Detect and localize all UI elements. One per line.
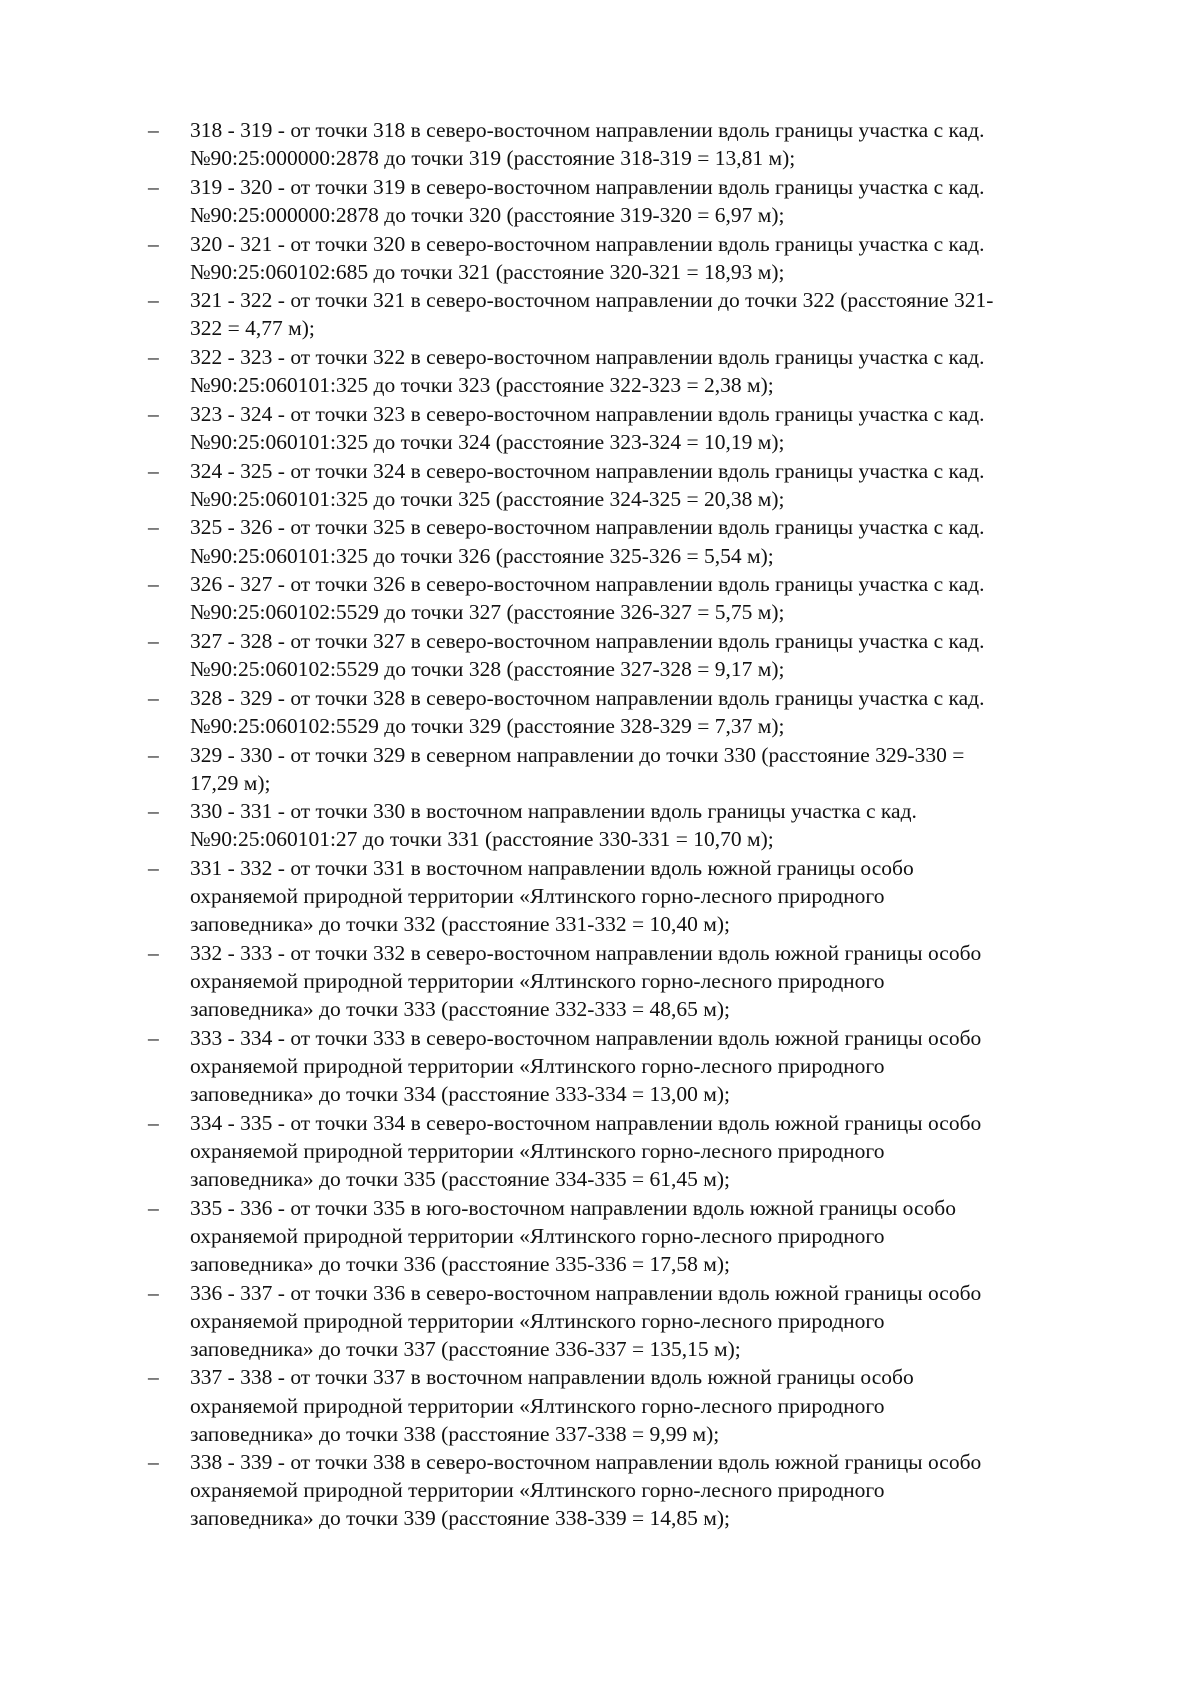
list-item-text: 330 - 331 - от точки 330 в восточном направлении вдоль границы участка с кад. №90:25:060101:27 до точки 331 (расстояние 330-331 = 10,70 м); <box>190 799 917 852</box>
list-item <box>148 570 1108 626</box>
list-item <box>148 741 1108 797</box>
list-item-text: 329 - 330 - от точки 329 в северном направлении до точки 330 (расстояние 329-330 = 17,29 м); <box>190 742 965 795</box>
list-item <box>148 627 1108 683</box>
list-item-text: 338 - 339 - от точки 338 в северо-восточном направлении вдоль южной границы особо охраняемой природной территории «Ялтинского горно-лесного природного заповедника» до точки 339 (расстояние 338-339 = 14,85 м); <box>190 1450 982 1531</box>
list-item <box>148 797 1108 853</box>
list-item-text: 336 - 337 - от точки 336 в северо-восточном направлении вдоль южной границы особо охраняемой природной территории «Ялтинского горно-лесного природного заповедника» до точки 337 (расстояние 336-337 = 135,15 м); <box>190 1280 982 1361</box>
list-item-text: 319 - 320 - от точки 319 в северо-восточном направлении вдоль границы участка с кад. №90:25:000000:2878 до точки 320 (расстояние 319-320 = 6,97 м); <box>190 174 985 227</box>
list-item <box>148 230 1108 286</box>
list-item <box>148 684 1108 740</box>
bullet-dash: – <box>148 1365 159 1390</box>
list-item-text: 318 - 319 - от точки 318 в северо-восточном направлении вдоль границы участка с кад. №90:25:000000:2878 до точки 319 (расстояние 318-319 = 13,81 м); <box>190 118 985 171</box>
list-item <box>148 457 1108 513</box>
list-item <box>148 1279 1108 1363</box>
bullet-dash: – <box>148 288 159 313</box>
bullet-dash: – <box>148 1110 159 1135</box>
bullet-dash: – <box>148 345 159 370</box>
list-item <box>148 1448 1108 1532</box>
list-item-text: 333 - 334 - от точки 333 в северо-восточном направлении вдоль южной границы особо охраняемой природной территории «Ялтинского горно-лесного природного заповедника» до точки 334 (расстояние 333-334 = 13,00 м); <box>190 1025 982 1107</box>
bullet-dash: – <box>148 458 159 483</box>
bullet-dash: – <box>148 856 159 881</box>
bullet-dash: – <box>148 401 159 426</box>
list-item-text: 326 - 327 - от точки 326 в северо-восточном направлении вдоль границы участка с кад. №90:25:060102:5529 до точки 327 (расстояние 326-327 = 5,75 м); <box>190 572 985 625</box>
list-item-text: 335 - 336 - от точки 335 в юго-восточном направлении вдоль южной границы особо охраняемой природной территории «Ялтинского горно-лесного природного заповедника» до точки 336 (расстояние 335-336 = 17,58 м); <box>190 1195 956 1276</box>
bullet-dash: – <box>148 1195 159 1220</box>
list-item <box>148 1194 1108 1278</box>
list-item <box>148 1109 1108 1193</box>
bullet-dash: – <box>148 799 159 824</box>
bullet-dash: – <box>148 1280 159 1305</box>
bullet-dash: – <box>148 685 159 710</box>
list-item-text: 332 - 333 - от точки 332 в северо-восточном направлении вдоль южной границы особо охраняемой природной территории «Ялтинского горно-лесного природного заповедника» до точки 333 (расстояние 332-333 = 48,65 м); <box>190 941 982 1022</box>
list-item-text: 321 - 322 - от точки 321 в северо-восточном направлении до точки 322 (расстояние 321- 322 = 4,77 м); <box>190 288 994 341</box>
list-item-text: 331 - 332 - от точки 331 в восточном направлении вдоль южной границы особо охраняемой природной территории «Ялтинского горно-лесного природного заповедника» до точки 332 (расстояние 331-332 = 10,40 м); <box>190 856 914 937</box>
bullet-dash: – <box>148 629 159 654</box>
list-item-text: 325 - 326 - от точки 325 в северо-восточном направлении вдоль границы участка с кад. №90:25:060101:325 до точки 326 (расстояние 325-326 = 5,54 м); <box>190 515 985 568</box>
bullet-dash: – <box>148 941 159 966</box>
list-item <box>148 400 1108 456</box>
list-item-text: 327 - 328 - от точки 327 в северо-восточном направлении вдоль границы участка с кад. №90:25:060102:5529 до точки 328 (расстояние 327-328 = 9,17 м); <box>190 629 985 682</box>
list-item-text: 328 - 329 - от точки 328 в северо-восточном направлении вдоль границы участка с кад. №90:25:060102:5529 до точки 329 (расстояние 328-329 = 7,37 м); <box>190 685 985 738</box>
list-item-text: 337 - 338 - от точки 337 в восточном направлении вдоль южной границы особо охраняемой природной территории «Ялтинского горно-лесного природного заповедника» до точки 338 (расстояние 337-338 = 9,99 м); <box>190 1365 914 1446</box>
bullet-dash: – <box>148 1450 159 1475</box>
bullet-dash: – <box>148 231 159 256</box>
bullet-dash: – <box>148 118 159 142</box>
list-item-text: 323 - 324 - от точки 323 в северо-восточном направлении вдоль границы участка с кад. №90:25:060101:325 до точки 324 (расстояние 323-324 = 10,19 м); <box>190 401 985 454</box>
bullet-dash: – <box>148 174 159 199</box>
list-item <box>148 286 1108 342</box>
list-item-text: 320 - 321 - от точки 320 в северо-восточном направлении вдоль границы участка с кад. №90:25:060102:685 до точки 321 (расстояние 320-321 = 18,93 м); <box>190 231 985 284</box>
bullet-dash: – <box>148 742 159 767</box>
list-item <box>148 116 1108 172</box>
list-item <box>148 1363 1108 1447</box>
list-item-text: 322 - 323 - от точки 322 в северо-восточном направлении вдоль границы участка с кад. №90:25:060101:325 до точки 323 (расстояние 322-323 = 2,38 м); <box>190 345 985 398</box>
list-item-text: 334 - 335 - от точки 334 в северо-восточном направлении вдоль южной границы особо охраняемой природной территории «Ялтинского горно-лесного природного заповедника» до точки 335 (расстояние 334-335 = 61,45 м); <box>190 1110 982 1191</box>
list-item <box>148 173 1108 229</box>
bullet-dash: – <box>148 515 159 540</box>
bullet-dash: – <box>148 572 159 597</box>
list-item <box>148 854 1108 938</box>
bullet-dash: – <box>148 1025 159 1050</box>
boundary-description-list <box>148 116 1108 1533</box>
list-item <box>148 1024 1108 1108</box>
list-item <box>148 939 1108 1023</box>
list-item <box>148 343 1108 399</box>
list-item <box>148 513 1108 569</box>
list-item-text: 324 - 325 - от точки 324 в северо-восточном направлении вдоль границы участка с кад. №90:25:060101:325 до точки 325 (расстояние 324-325 = 20,38 м); <box>190 458 985 511</box>
